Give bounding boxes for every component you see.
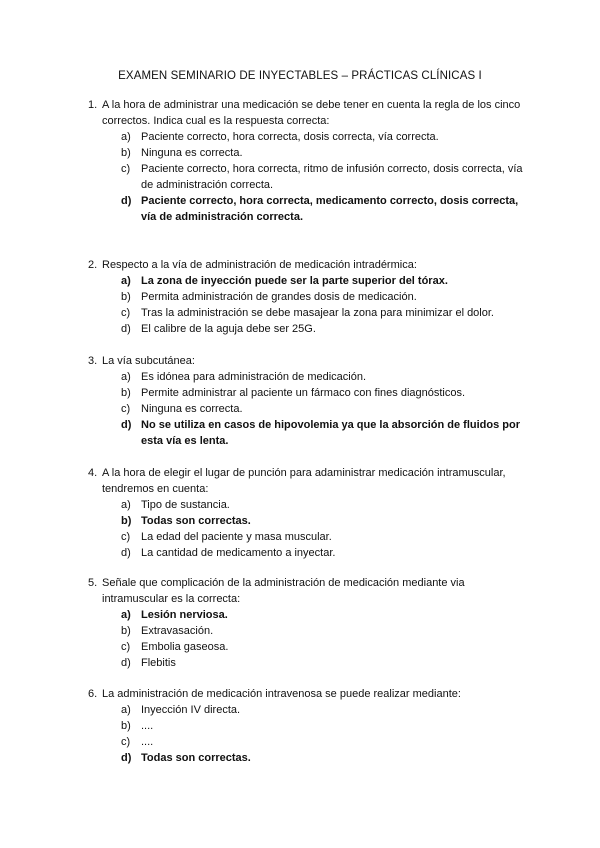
- option-a-correct: [121, 273, 528, 289]
- question-text: La administración de medicación intravenosa se puede realizar mediante:: [102, 688, 461, 700]
- option-letter: b): [121, 147, 131, 159]
- question-3: [88, 353, 528, 449]
- option-a: [121, 497, 528, 513]
- option-letter: d): [121, 323, 131, 335]
- option-text: Tipo de sustancia.: [141, 499, 230, 511]
- option-letter: a): [121, 275, 131, 287]
- option-text: Ninguna es correcta.: [141, 403, 243, 415]
- option-text: La zona de inyección puede ser la parte superior del tórax.: [141, 275, 448, 287]
- option-c: [121, 305, 528, 321]
- exam-title: EXAMEN SEMINARIO DE INYECTABLES – PRÁCTICAS CLÍNICAS I: [118, 70, 482, 82]
- option-c: [121, 401, 528, 417]
- option-a: [121, 702, 528, 718]
- option-text: Ninguna es correcta.: [141, 147, 243, 159]
- question-text: Respecto a la vía de administración de medicación intradérmica:: [102, 259, 417, 271]
- option-a: [121, 129, 528, 145]
- option-text: Todas son correctas.: [141, 515, 251, 527]
- option-text: Paciente correcto, hora correcta, medicamento correcto, dosis correcta, vía de administración correcta.: [141, 195, 519, 223]
- option-b: [121, 623, 528, 639]
- question-text: Señale que complicación de la administración de medicación mediante via intramuscular es la correcta:: [102, 577, 465, 605]
- option-c: [121, 734, 528, 750]
- option-b: [121, 718, 528, 734]
- option-text: ....: [141, 736, 154, 748]
- option-letter: a): [121, 131, 131, 143]
- option-b: [121, 145, 528, 161]
- option-letter: d): [121, 419, 132, 431]
- question-number: 3.: [88, 355, 98, 367]
- option-text: Paciente correcto, hora correcta, ritmo de infusión correcto, dosis correcta, vía de administración correcta.: [141, 163, 523, 191]
- question-number: 1.: [88, 99, 98, 111]
- option-c: [121, 529, 528, 545]
- option-letter: d): [121, 195, 132, 207]
- option-letter: b): [121, 625, 131, 637]
- option-b: [121, 385, 528, 401]
- options-list: [121, 273, 528, 337]
- option-a: [121, 369, 528, 385]
- option-text: La edad del paciente y masa muscular.: [141, 531, 332, 543]
- question-6: [88, 686, 528, 766]
- question-5: [88, 575, 528, 671]
- option-d-correct: [121, 417, 528, 449]
- option-text: Extravasación.: [141, 625, 214, 637]
- option-letter: c): [121, 403, 131, 415]
- option-letter: d): [121, 657, 131, 669]
- option-text: No se utiliza en casos de hipovolemia ya que la absorción de fluidos por esta vía es lenta.: [141, 419, 520, 447]
- option-c: [121, 639, 528, 655]
- options-list: [121, 369, 528, 449]
- option-text: Inyección IV directa.: [141, 704, 241, 716]
- option-text: Embolia gaseosa.: [141, 641, 229, 653]
- question-4: [88, 465, 528, 561]
- option-letter: d): [121, 752, 132, 764]
- option-letter: a): [121, 371, 131, 383]
- option-letter: b): [121, 291, 131, 303]
- option-text: Flebitis: [141, 657, 176, 669]
- question-1: [88, 97, 528, 225]
- option-letter: a): [121, 609, 131, 621]
- option-letter: b): [121, 720, 131, 732]
- option-a-correct: [121, 607, 528, 623]
- option-b: [121, 289, 528, 305]
- option-letter: b): [121, 387, 131, 399]
- question-text: A la hora de administrar una medicación se debe tener en cuenta la regla de los cinco correctos. Indica cual es la respuesta correcta:: [102, 99, 521, 127]
- options-list: [121, 607, 528, 671]
- question-text: A la hora de elegir el lugar de punción para adaministrar medicación intramuscular, tendremos en cuenta:: [102, 467, 506, 495]
- option-text: Paciente correcto, hora correcta, dosis correcta, vía correcta.: [141, 131, 439, 143]
- options-list: [121, 702, 528, 766]
- option-letter: d): [121, 547, 131, 559]
- option-letter: c): [121, 736, 131, 748]
- option-c: [121, 161, 528, 193]
- question-2: [88, 257, 528, 337]
- option-letter: c): [121, 641, 131, 653]
- option-text: Lesión nerviosa.: [141, 609, 228, 621]
- question-number: 2.: [88, 259, 98, 271]
- option-text: Es idónea para administración de medicación.: [141, 371, 367, 383]
- option-d: [121, 545, 528, 561]
- question-number: 5.: [88, 577, 98, 589]
- options-list: [121, 497, 528, 561]
- option-letter: c): [121, 531, 131, 543]
- option-text: ....: [141, 720, 154, 732]
- option-d: [121, 655, 528, 671]
- option-text: Permita administración de grandes dosis de medicación.: [141, 291, 417, 303]
- option-letter: c): [121, 307, 131, 319]
- option-d-correct: [121, 750, 528, 766]
- option-letter: a): [121, 704, 131, 716]
- option-letter: c): [121, 163, 131, 175]
- option-text: Permite administrar al paciente un fármaco con fines diagnósticos.: [141, 387, 466, 399]
- options-list: [121, 129, 528, 225]
- option-letter: a): [121, 499, 131, 511]
- option-b-correct: [121, 513, 528, 529]
- question-number: 6.: [88, 688, 98, 700]
- option-d: [121, 321, 528, 337]
- question-number: 4.: [88, 467, 98, 479]
- question-text: La vía subcutánea:: [102, 355, 195, 367]
- option-d-correct: [121, 193, 528, 225]
- option-text: Tras la administración se debe masajear la zona para minimizar el dolor.: [141, 307, 494, 319]
- option-text: La cantidad de medicamento a inyectar.: [141, 547, 336, 559]
- option-text: Todas son correctas.: [141, 752, 251, 764]
- option-letter: b): [121, 515, 132, 527]
- option-text: El calibre de la aguja debe ser 25G.: [141, 323, 316, 335]
